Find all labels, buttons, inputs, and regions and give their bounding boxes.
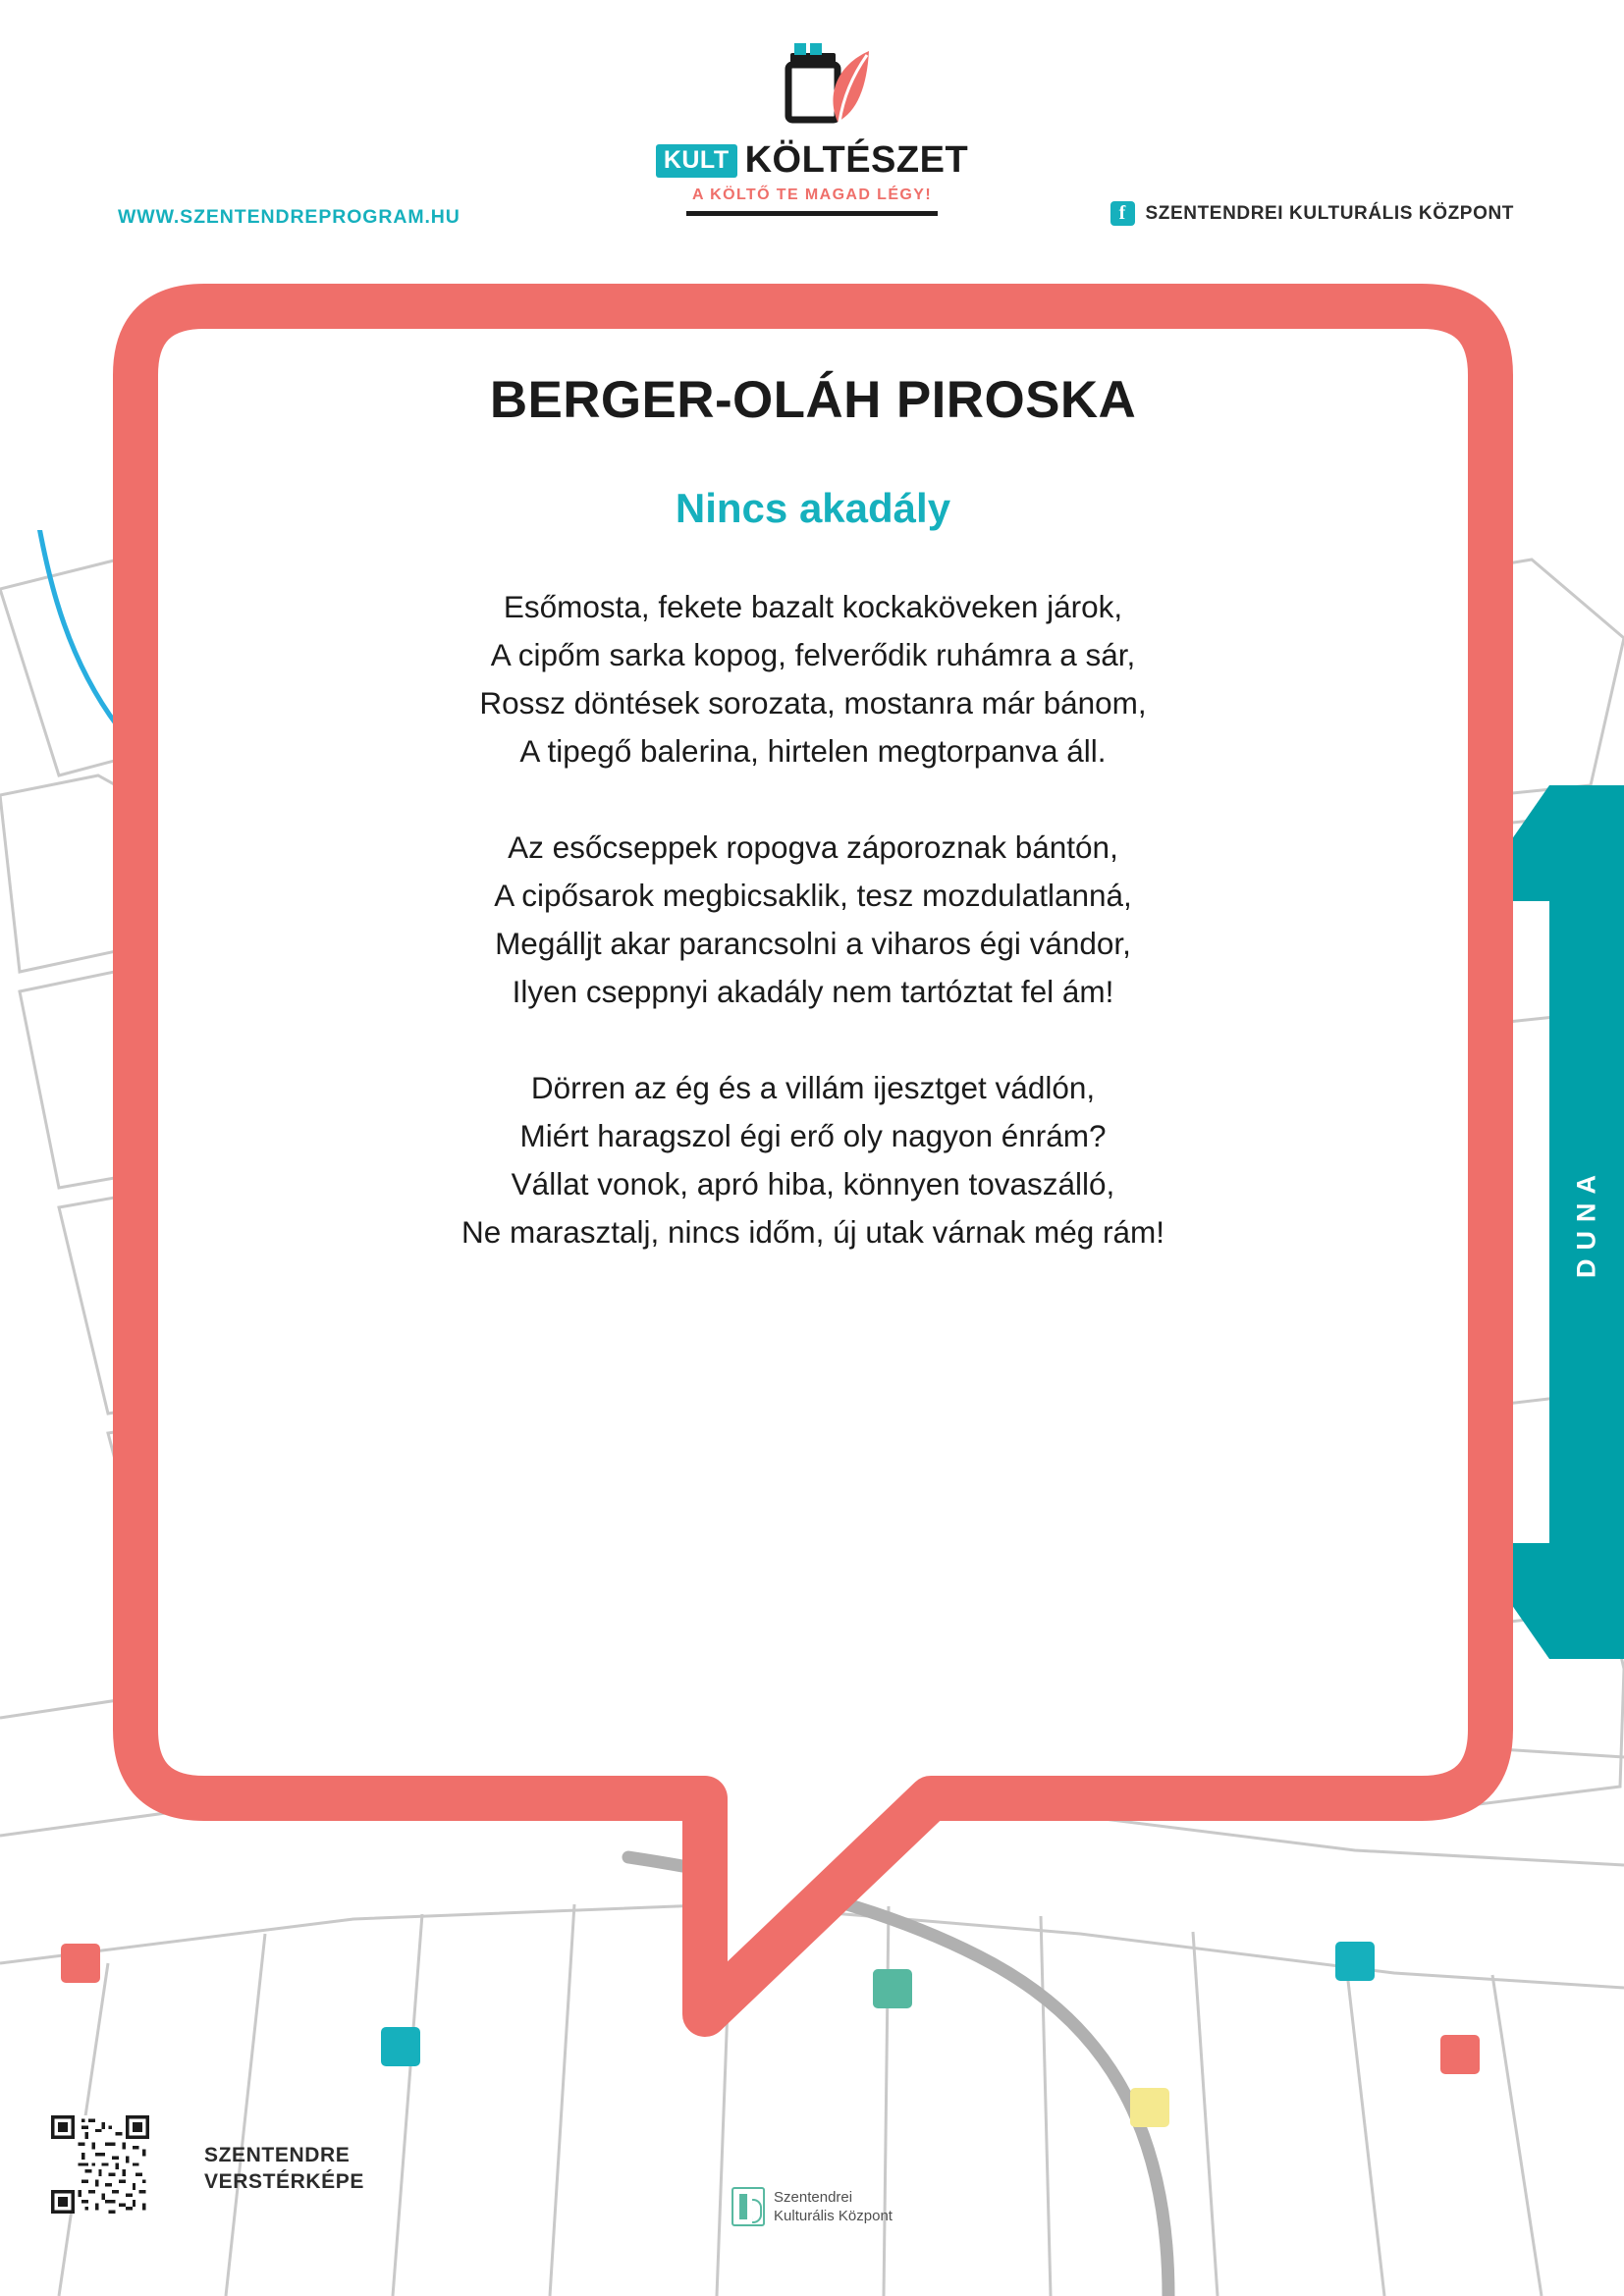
project-title-line2: VERSTÉRKÉPE xyxy=(204,2170,364,2193)
kult-kolteszet-logo xyxy=(650,35,974,216)
logo-kult-badge: KULT xyxy=(656,144,737,178)
organization-name xyxy=(774,2188,893,2225)
river-label: DUNA xyxy=(1571,1166,1601,1278)
logo-wordmark xyxy=(650,139,974,182)
book-logo-icon xyxy=(731,2187,765,2226)
inkwell-quill-icon xyxy=(650,35,974,137)
poem-line: A tipegő balerina, hirtelen megtorpanva áll. xyxy=(519,733,1107,769)
poem-title: Nincs akadály xyxy=(675,485,951,531)
river-band xyxy=(1549,785,1624,1659)
facebook-icon: f xyxy=(1110,201,1135,226)
project-title xyxy=(204,2142,364,2195)
poem-line: Dörren az ég és a villám ijesztget vádlón, xyxy=(530,1070,1096,1105)
map-pin-marker[interactable] xyxy=(61,1944,100,1983)
poem-speech-bubble xyxy=(106,277,1520,2044)
poem-line: Rossz döntések sorozata, mostanra már bánom, xyxy=(479,685,1147,721)
poem-line: Ne marasztalj, nincs időm, új utak várnak még rám! xyxy=(460,1214,1164,1250)
poet-name: BERGER-OLÁH PIROSKA xyxy=(489,371,1137,429)
organization-name-line2: Kulturális Központ xyxy=(774,2208,893,2224)
poem-line: Miért haragszol égi erő oly nagyon énrám? xyxy=(519,1118,1107,1153)
website-url[interactable]: WWW.SZENTENDREPROGRAM.HU xyxy=(118,206,460,228)
poem-stanza xyxy=(214,583,1412,775)
poem-line: Megálljt akar parancsolni a viharos égi vándor, xyxy=(495,926,1131,961)
facebook-link[interactable] xyxy=(1110,201,1514,226)
poem-line: Vállat vonok, apró hiba, könnyen tovaszálló, xyxy=(511,1166,1115,1201)
poem-line: A cipőm sarka kopog, felverődik ruhámra a sár, xyxy=(490,637,1136,672)
poem-stanza xyxy=(214,1064,1412,1256)
logo-underline xyxy=(686,211,938,216)
poem-content xyxy=(214,370,1412,1256)
poem-line: Az esőcseppek ropogva záporoznak bántón, xyxy=(508,829,1118,865)
organization-logo xyxy=(731,2187,893,2226)
facebook-page-name: SZENTENDREI KULTURÁLIS KÖZPONT xyxy=(1145,202,1514,224)
poem-line: Esőmosta, fekete bazalt kockaköveken járok, xyxy=(503,589,1123,624)
organization-name-line1: Szentendrei xyxy=(774,2189,853,2206)
poem-line: A cipősarok megbicsaklik, tesz mozdulatlanná, xyxy=(494,878,1132,913)
project-title-line1: SZENTENDRE xyxy=(204,2144,351,2166)
logo-tagline: A KÖLTŐ TE MAGAD LÉGY! xyxy=(691,187,933,203)
poem-body xyxy=(214,583,1412,1256)
qr-code-icon[interactable] xyxy=(51,2115,149,2214)
poem-line: Ilyen cseppnyi akadály nem tartóztat fel ám! xyxy=(512,974,1114,1009)
poster-header xyxy=(0,0,1624,265)
map-pin-marker[interactable] xyxy=(1130,2088,1169,2127)
poem-stanza xyxy=(214,824,1412,1016)
logo-kolteszet-text: KÖLTÉSZET xyxy=(744,139,969,181)
